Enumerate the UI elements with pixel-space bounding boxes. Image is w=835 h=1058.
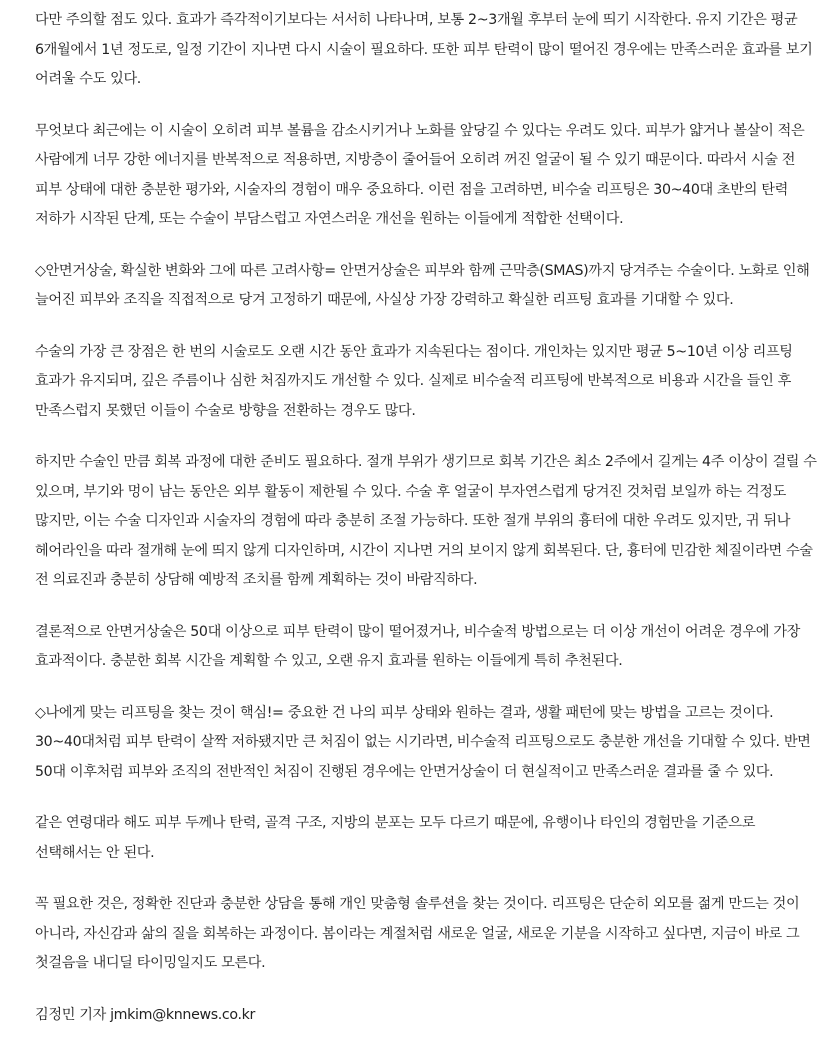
paragraph-choosing-lifting: ◇나에게 맞는 리프팅을 찾는 것이 핵심!= 중요한 건 나의 피부 상태와 원하는 결과, 생활 패턴에 맞는 방법을 고르는 것이다. 30~40대처럼 피부 탄력이 살짝 저하됐지만 큰 처짐이 없는 시기라면, 비수술적 리프팅으로도 충분한 개선을 기대할 수 있다. 반면 50대 이후처럼 피부와 조직의 전반적인 처짐이 진행된 경우에는 안면거상술이 더 현실적이고 만족스러운 결과를 줄 수 있다. xyxy=(35,704,811,780)
paragraph-surgery-advantage: 수술의 가장 큰 장점은 한 번의 시술로도 오랜 시간 동안 효과가 지속된다는 점이다. 개인차는 있지만 평균 5~10년 이상 리프팅 효과가 유지되며, 깊은 주름이나 심한 처짐까지도 개선할 수 있다. 실제로 비수술적 리프팅에 반복적으로 비용과 시간을 들인 후 만족스럽지 못했던 이들이 수술로 방향을 전환하는 경우도 많다. xyxy=(35,343,793,419)
byline: 김정민 기자 jmkim@knnews.co.kr xyxy=(35,1006,255,1023)
paragraph-volume-concern: 무엇보다 최근에는 이 시술이 오히려 피부 볼륨을 감소시키거나 노화를 앞당길 수 있다는 우려도 있다. 피부가 얇거나 볼살이 적은 사람에게 너무 강한 에너지를 반복적으로 적용하면, 지방층이 줄어들어 오히려 꺼진 얼굴이 될 수 있기 때문이다. 따라서 시술 전 피부 상태에 대한 충분한 평가와, 시술자의 경험이 매우 중요하다. 이런 점을 고려하면, 비수술 리프팅은 30~40대 초반의 탄력 저하가 시작된 단계, 또는 수술이 부담스럽고 자연스러운 개선을 원하는 이들에게 적합한 선택이다. xyxy=(35,122,805,227)
paragraph-closing: 꼭 필요한 것은, 정확한 진단과 충분한 상담을 통해 개인 맞춤형 솔루션을 찾는 것이다. 리프팅은 단순히 외모를 젊게 만드는 것이 아니라, 자신감과 삶의 질을 회복하는 과정이다. 봄이라는 계절처럼 새로운 얼굴, 새로운 기분을 시작하고 싶다면, 지금이 바로 그 첫걸음을 내디딜 타이밍일지도 모른다. xyxy=(35,896,800,971)
paragraph-facelift-intro: ◇안면거상술, 확실한 변화와 그에 따른 고려사항= 안면거상술은 피부와 함께 근막층(SMAS)까지 당겨주는 수술이다. 노화로 인해 늘어진 피부와 조직을 직접적으로 당겨 고정하기 때문에, 사실상 가장 강력하고 확실한 리프팅 효과를 기대할 수 있다. xyxy=(35,262,810,308)
paragraph-results-timing: 다만 주의할 점도 있다. 효과가 즉각적이기보다는 서서히 나타나며, 보통 2~3개월 후부터 눈에 띄기 시작한다. 유지 기간은 평균 6개월에서 1년 정도로, 일정 기간이 지나면 다시 시술이 필요하다. 또한 피부 탄력이 많이 떨어진 경우에는 만족스러운 효과를 보기 어려울 수도 있다. xyxy=(35,12,813,87)
paragraph-same-age: 같은 연령대라 해도 피부 두께나 탄력, 골격 구조, 지방의 분포는 모두 다르기 때문에, 유행이나 타인의 경험만을 기준으로 선택해서는 안 된다. xyxy=(35,815,756,861)
paragraph-recovery: 하지만 수술인 만큼 회복 과정에 대한 준비도 필요하다. 절개 부위가 생기므로 회복 기간은 최소 2주에서 길게는 4주 이상이 걸릴 수 있으며, 부기와 멍이 남는 동안은 외부 활동이 제한될 수 있다. 수술 후 얼굴이 부자연스럽게 당겨진 것처럼 보일까 하는 걱정도 많지만, 이는 수술 디자인과 시술자의 경험에 따라 충분히 조절 가능하다. 또한 절개 부위의 흉터에 대한 우려도 있지만, 귀 뒤나 헤어라인을 따라 절개해 눈에 띄지 않게 디자인하며, 시간이 지나면 거의 보이지 않게 회복된다. 단, 흉터에 민감한 체질이라면 수술 전 의료진과 충분히 상담해 예방적 조치를 함께 계획하는 것이 바람직하다. xyxy=(35,454,817,588)
paragraph-conclusion: 결론적으로 안면거상술은 50대 이상으로 피부 탄력이 많이 떨어졌거나, 비수술적 방법으로는 더 이상 개선이 어려운 경우에 가장 효과적이다. 충분한 회복 시간을 계획할 수 있고, 오랜 유지 효과를 원하는 이들에게 특히 추천된다. xyxy=(35,623,801,669)
